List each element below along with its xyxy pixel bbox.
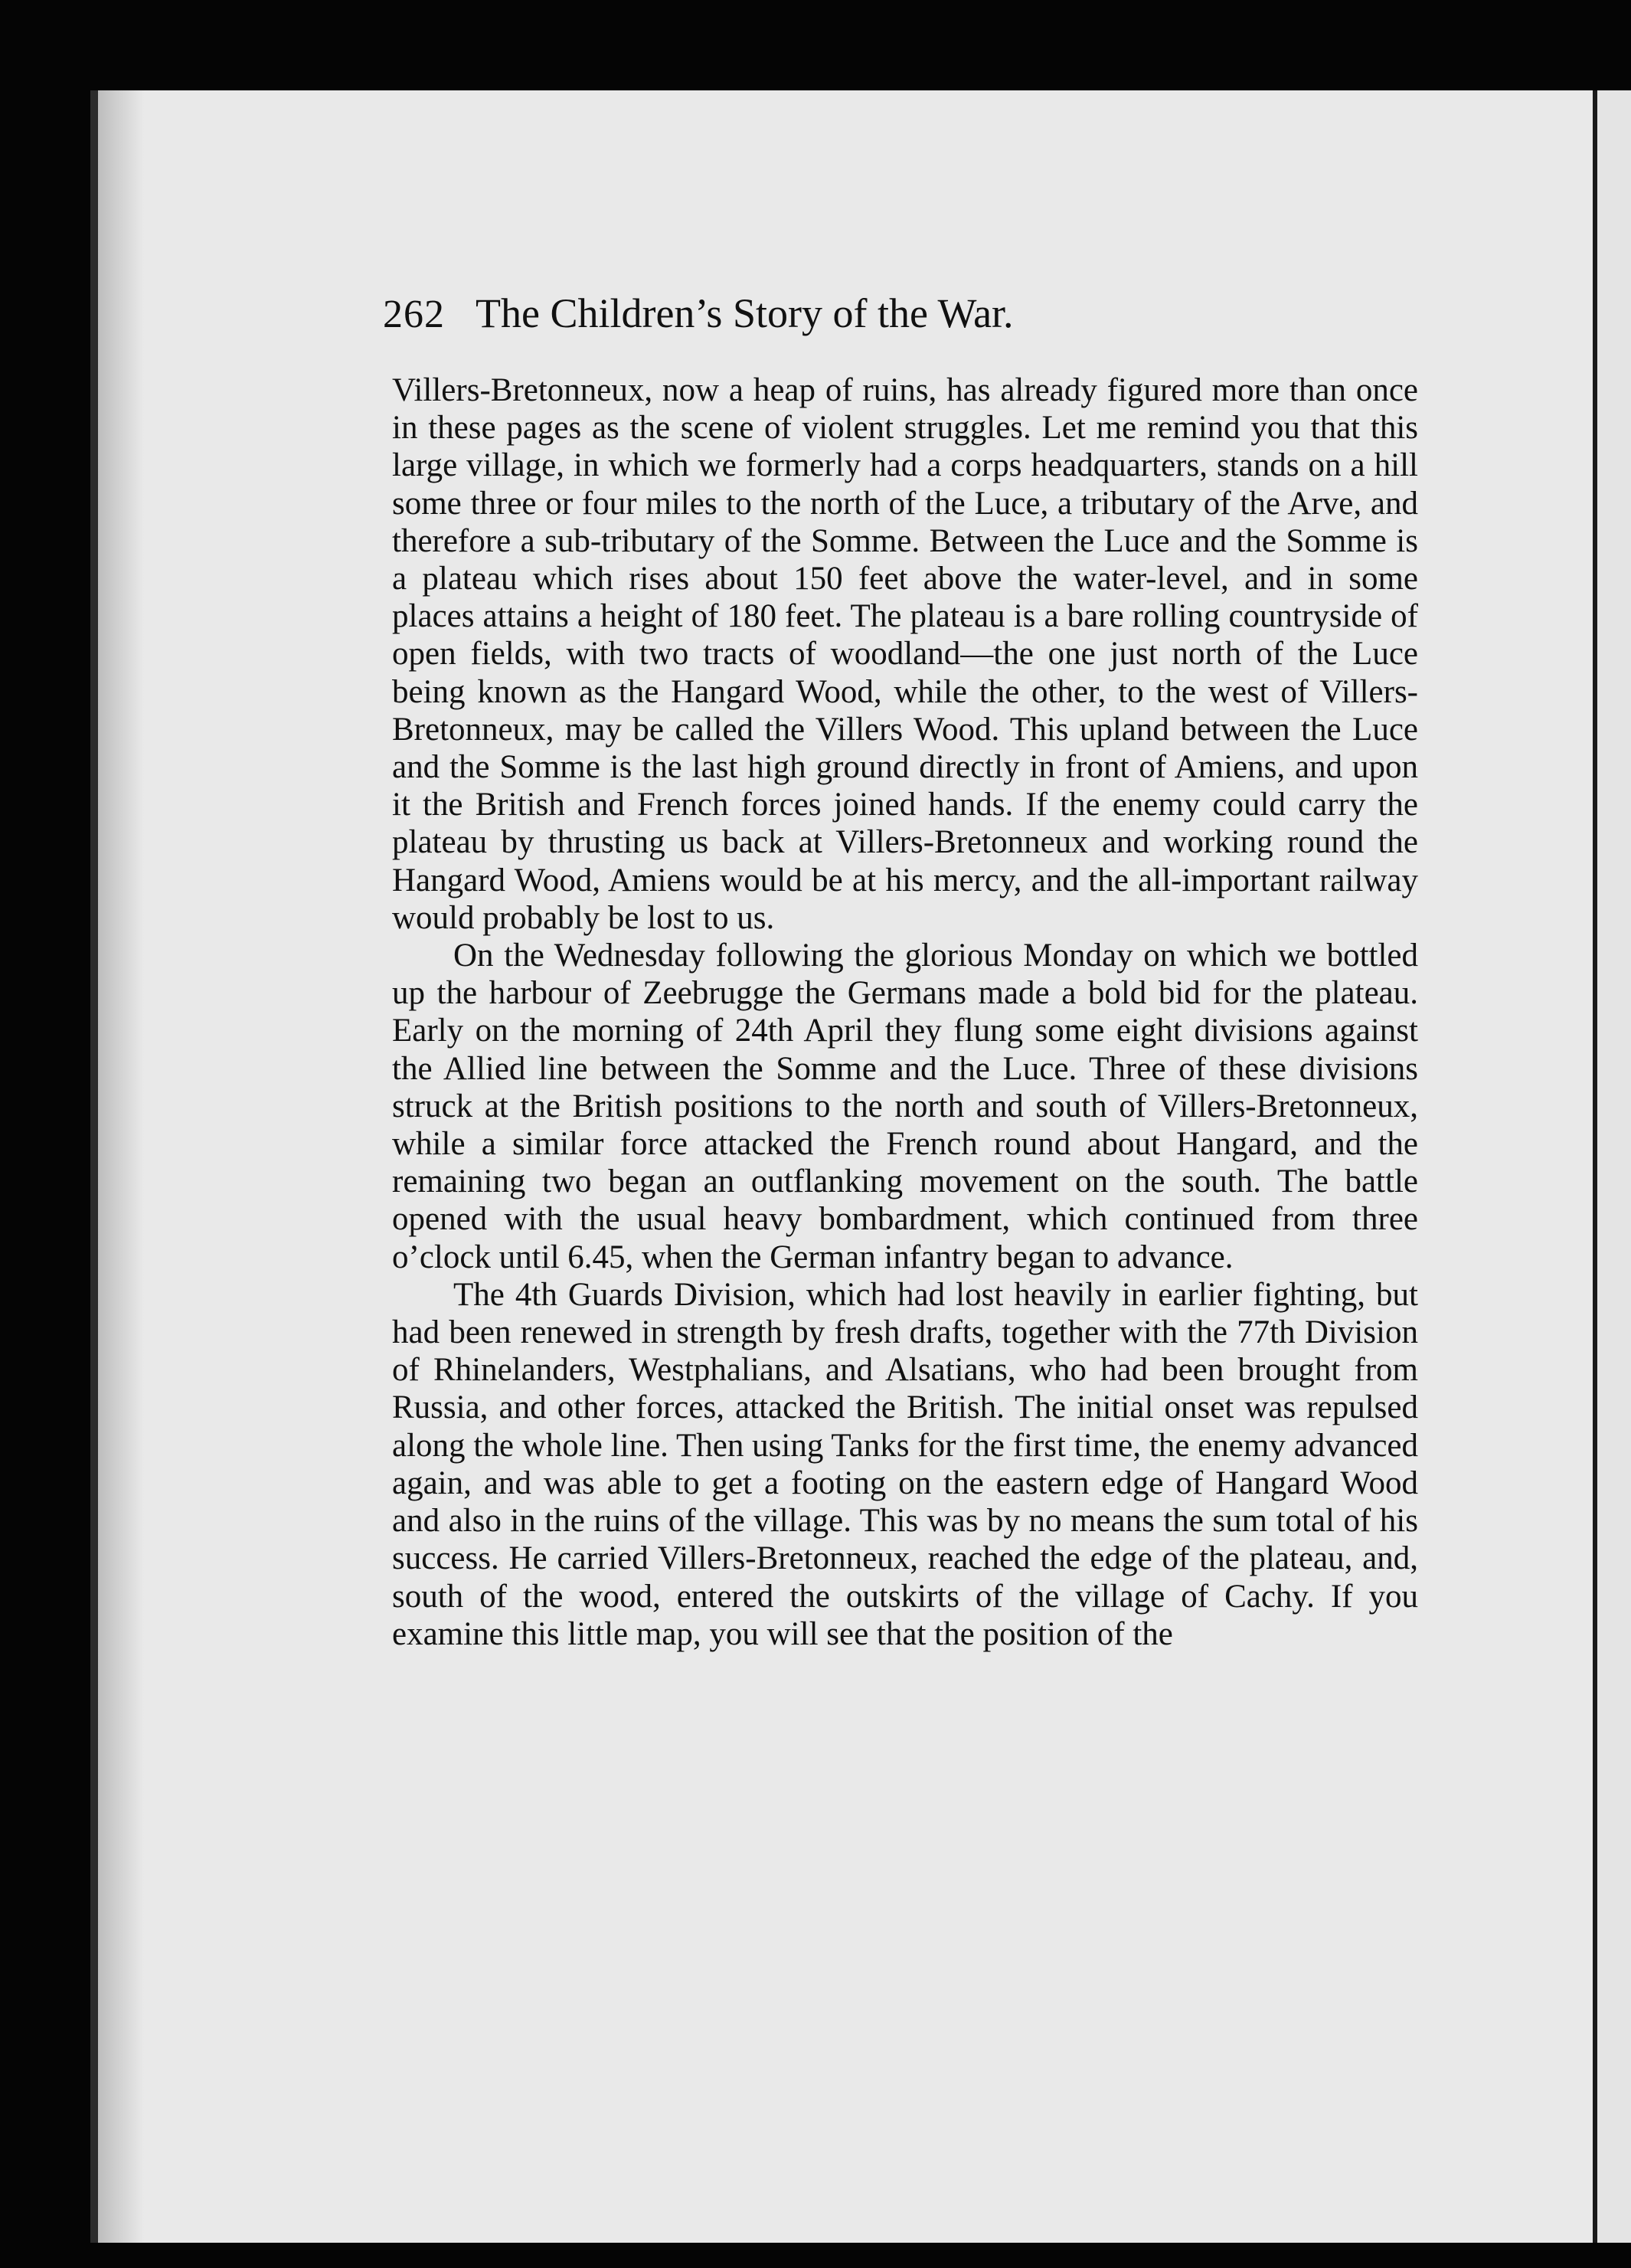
adjacent-page-edge [1593,90,1631,2243]
page-number: 262 [383,293,445,336]
running-title: The Children’s Story of the War. [476,290,1014,336]
body-text [392,371,1418,1653]
page-header [383,290,1302,358]
paragraph-3: The 4th Guards Division, which had lost heavily in earlier fighting, but had been renewed in strength by fresh drafts, together with the 77th Division of Rhinelanders, Westphalians, and Alsatians, who had been brought from Russia, and other forces, attacked the British. The initial onset was repulsed along the whole line. Then using Tanks for the first time, the enemy advanced again, and was able to get a footing on the eastern edge of Hangard Wood and also in the ruins of the village. This was by no means the sum total of his success. He carried Villers-Bretonneux, reached the edge of the plateau, and, south of the wood, entered the outskirts of the village of Cachy. If you examine this little map, you will see that the position of the [392,1276,1418,1652]
paragraph-2: On the Wednesday following the glorious Monday on which we bottled up the harbour of Zeebrugge the Germans made a bold bid for the plateau. Early on the morning of 24th April they flung some eight divisions against the Allied line between the Somme and the Luce. Three of these divisions struck at the British positions to the north and south of Villers-Bretonneux, while a similar force attacked the French round about Hangard, and the remaining two began an outflanking movement on the south. The battle opened with the usual heavy bombardment, which continued from three o’clock until 6.45, when the German infantry began to advance. [392,938,1418,1275]
paragraph-1: Villers-Bretonneux, now a heap of ruins, has already figured more than once in these pages as the scene of violent struggles. Let me remind you that this large village, in which we formerly had a corps headquarters, stands on a hill some three or four miles to the north of the Luce, a tributary of the Arve, and therefore a sub-tributary of the Somme. Between the Luce and the Somme is a plateau which rises about 150 feet above the water-level, and in some places attains a height of 180 feet. The plateau is a bare rolling countryside of open fields, with two tracts of woodland—the one just north of the Luce being known as the Hangard Wood, while the other, to the west of Villers-Bretonneux, may be called the Villers Wood. This upland between the Luce and the Somme is the last high ground directly in front of Amiens, and upon it the British and French forces joined hands. If the enemy could carry the plateau by thrusting us back at Villers-Bretonneux and working round the Hangard Wood, Amiens would be at his mercy, and the all-important railway would probably be lost to us. [392,372,1418,936]
page-gutter-shadow [98,90,144,2243]
